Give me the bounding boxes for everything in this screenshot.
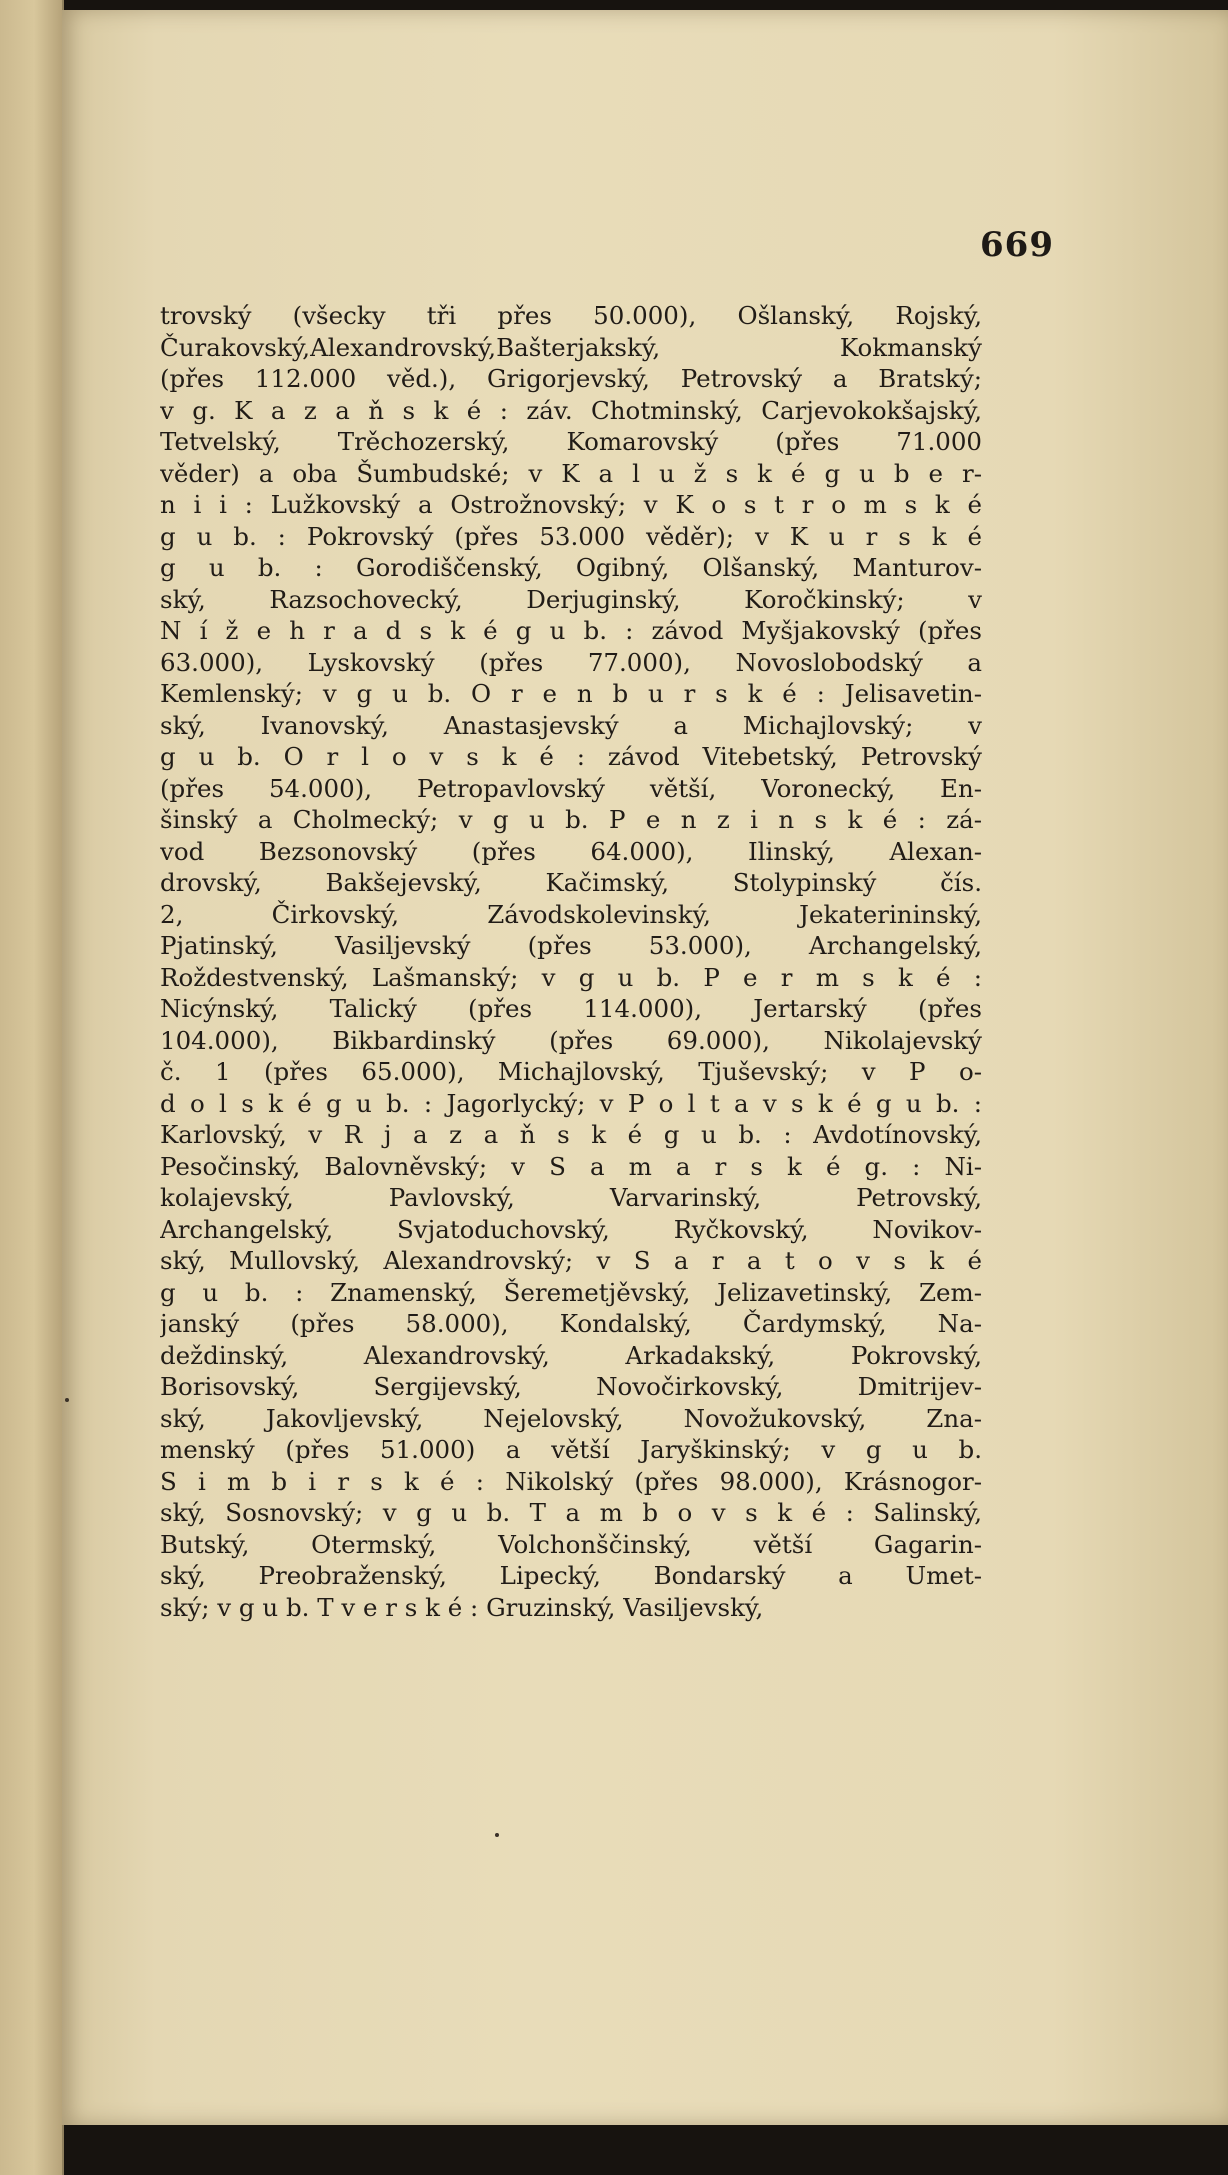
text-line: šinský a Cholmecký; v g u b. P e n z i n s k é : zá- — [160, 805, 982, 834]
text-line: deždinský, Alexandrovský, Arkadakský, Pokrovský, — [160, 1340, 982, 1370]
text-line: menský (přes 51.000) a větší Jaryškinský; v g u b. — [160, 1435, 982, 1464]
text-line: d o l s k é g u b. : Jagorlycký; v P o l t a v s k é g u b. : — [160, 1088, 982, 1118]
text-line: ský, Razsochovecký, Derjuginský, Koročkinský; v — [160, 584, 982, 614]
text-line: N í ž e h r a d s k é g u b. : závod Myšjakovský (přes — [160, 616, 982, 645]
text-line: Roždestvenský, Lašmanský; v g u b. P e r m s k é : — [160, 962, 982, 992]
text-line: vod Bezsonovský (přes 64.000), Ilinský, Alexan- — [160, 836, 982, 866]
text-line: (přes 54.000), Petropavlovský větší, Voronecký, En- — [160, 773, 982, 803]
text-line: Pesočinský, Balovněvský; v S a m a r s k é g. : Ni- — [160, 1151, 982, 1181]
text-line: věder) a oba Šumbudské; v K a l u ž s k é g u b e r- — [160, 458, 982, 488]
text-line: v g. K a z a ň s k é : záv. Chotminský, Carjevokokšajský, — [160, 395, 982, 425]
text-line: Butský, Otermský, Volchonščinský, větší Gagarin- — [160, 1529, 982, 1559]
text-line: 104.000), Bikbardinský (přes 69.000), Nikolajevský — [160, 1025, 982, 1055]
ink-speck — [495, 1833, 499, 1837]
page-number: 669 — [980, 225, 1054, 265]
text-line: ský, Ivanovský, Anastasjevský a Michajlovský; v — [160, 710, 982, 740]
text-line: Kemlenský; v g u b. O r e n b u r s k é : Jelisavetin- — [160, 679, 982, 708]
previous-page-edge — [0, 0, 64, 2175]
text-line: g u b. : Gorodiščenský, Ogibný, Olšanský, Manturov- — [160, 553, 982, 582]
text-line: ský; v g u b. T v e r s k é : Gruzinský, Vasiljevský, — [160, 1592, 764, 1622]
text-line: janský (přes 58.000), Kondalský, Čardymský, Na- — [160, 1309, 982, 1338]
text-line: ský, Sosnovský; v g u b. T a m b o v s k é : Salinský, — [160, 1498, 982, 1527]
text-line: drovský, Bakšejevský, Kačimský, Stolypinský čís. — [160, 868, 982, 897]
text-line: g u b. O r l o v s k é : závod Vitebetský, Petrovský — [160, 742, 982, 771]
text-line: Karlovský, v R j a z a ň s k é g u b. : Avdotínovský, — [160, 1120, 982, 1149]
text-line: Tetvelský, Trěchozerský, Komarovský (přes 71.000 — [160, 427, 982, 456]
text-line: Borisovský, Sergijevský, Novočirkovský, Dmitrijev- — [160, 1372, 982, 1401]
ink-speck — [65, 1398, 69, 1402]
text-line: 63.000), Lyskovský (přes 77.000), Novoslobodský a — [160, 647, 982, 677]
text-line: ský, Jakovljevský, Nejelovský, Novožukovský, Zna- — [160, 1403, 982, 1433]
text-line: Archangelský, Svjatoduchovský, Ryčkovský, Novikov- — [160, 1214, 982, 1244]
text-line: kolajevský, Pavlovský, Varvarinský, Petrovský, — [160, 1183, 982, 1212]
text-line: ský, Preobraženský, Lipecký, Bondarský a Umet- — [160, 1561, 982, 1590]
text-line: Čurakovský,Alexandrovský,Bašterjakský, Kokmanský — [160, 332, 982, 362]
text-line: Pjatinský, Vasiljevský (přes 53.000), Archangelský, — [160, 931, 982, 960]
text-line: g u b. : Pokrovský (přes 53.000 věděr); v K u r s k é — [160, 521, 982, 551]
text-line: ský, Mullovský, Alexandrovský; v S a r a t o v s k é — [160, 1246, 982, 1275]
text-line: č. 1 (přes 65.000), Michajlovský, Tjuševský; v P o- — [160, 1057, 982, 1086]
text-line: 2, Čirkovský, Závodskolevinský, Jekaterininský, — [160, 899, 982, 929]
text-line: trovský (všecky tři přes 50.000), Ošlanský, Rojský, — [160, 301, 982, 330]
body-text — [160, 300, 982, 1623]
text-line: S i m b i r s k é : Nikolský (přes 98.000), Krásnogor- — [160, 1466, 982, 1496]
text-line: n i i : Lužkovský a Ostrožnovský; v K o s t r o m s k é — [160, 490, 982, 519]
text-line: g u b. : Znamenský, Šeremetjěvský, Jelizavetinský, Zem- — [160, 1277, 982, 1307]
text-line: Nicýnský, Talický (přes 114.000), Jertarský (přes — [160, 994, 982, 1023]
text-line: (přes 112.000 věd.), Grigorjevský, Petrovský a Bratský; — [160, 364, 982, 393]
